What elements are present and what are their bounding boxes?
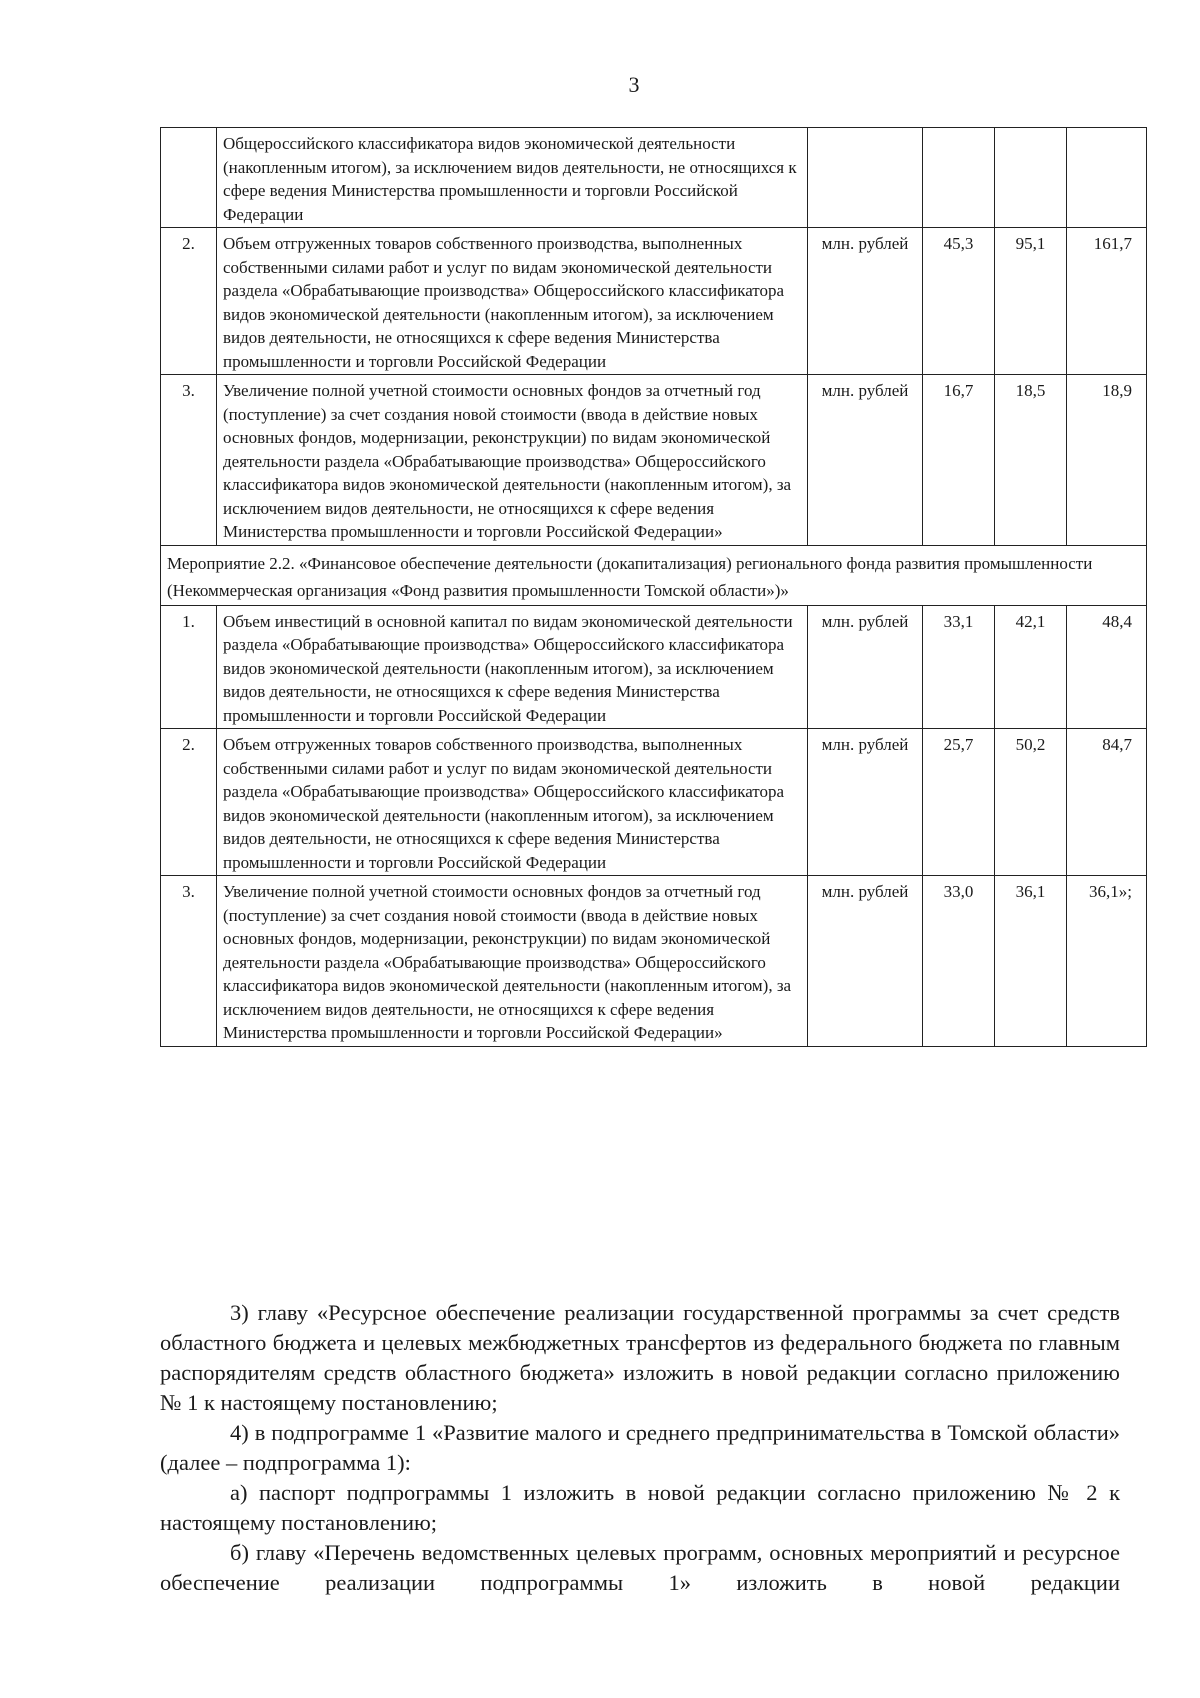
indicator-description: Увеличение полной учетной стоимости основных фондов за отчетный год (поступление) за счет создания новой стоимости (ввода в действие новых основных фондов, модернизации, реконструкции) по видам экономической деятельности раздела «Обрабатывающие производства» Общероссийского классификатора видов экономической деятельности (накопленным итогом), за исключением видов деятельности, не относящихся к сфере ведения Министерства промышленности и торговли Российской Федерации» [217, 375, 808, 546]
value-cell: 161,7 [1067, 228, 1147, 375]
indicator-table [160, 127, 1147, 1047]
value-cell: 18,9 [1067, 375, 1147, 546]
unit-cell: млн. рублей [808, 228, 923, 375]
value-cell: 16,7 [923, 375, 995, 546]
value-cell [923, 128, 995, 228]
paragraph: б) главу «Перечень ведомственных целевых программ, основных мероприятий и ресурсное обеспечение реализации подпрограммы 1» изложить в новой редакции [160, 1540, 1120, 1595]
value-cell: 95,1 [995, 228, 1067, 375]
body-text [160, 1298, 1120, 1598]
table-row [161, 128, 1147, 228]
value-cell: 48,4 [1067, 605, 1147, 729]
row-number: 2. [161, 729, 217, 876]
value-cell: 50,2 [995, 729, 1067, 876]
indicator-description: Увеличение полной учетной стоимости основных фондов за отчетный год (поступление) за счет создания новой стоимости (ввода в действие новых основных фондов, модернизации, реконструкции) по видам экономической деятельности раздела «Обрабатывающие производства» Общероссийского классификатора видов экономической деятельности (накопленным итогом), за исключением видов деятельности, не относящихся к сфере ведения Министерства промышленности и торговли Российской Федерации» [217, 876, 808, 1047]
table-row [161, 228, 1147, 375]
unit-cell: млн. рублей [808, 605, 923, 729]
section-title: Мероприятие 2.2. «Финансовое обеспечение деятельности (докапитализация) регионального фонда развития промышленности (Некоммерческая организация «Фонд развития промышленности Томской области»)» [161, 545, 1147, 605]
value-cell: 33,0 [923, 876, 995, 1047]
section-row [161, 545, 1147, 605]
row-number: 3. [161, 876, 217, 1047]
table-row [161, 605, 1147, 729]
page-number: 3 [628, 72, 640, 97]
row-number: 1. [161, 605, 217, 729]
unit-cell: млн. рублей [808, 729, 923, 876]
unit-cell: млн. рублей [808, 375, 923, 546]
value-cell: 25,7 [923, 729, 995, 876]
indicator-description: Объем отгруженных товаров собственного производства, выполненных собственными силами работ и услуг по видам экономической деятельности раздела «Обрабатывающие производства» Общероссийского классификатора видов экономической деятельности (накопленным итогом), за исключением видов деятельности, не относящихся к сфере ведения Министерства промышленности и торговли Российской Федерации [217, 228, 808, 375]
table-row [161, 375, 1147, 546]
paragraph: а) паспорт подпрограммы 1 изложить в новой редакции согласно приложению № 2 к настоящему постановлению; [160, 1480, 1120, 1535]
value-cell [995, 128, 1067, 228]
value-cell: 84,7 [1067, 729, 1147, 876]
table-row [161, 876, 1147, 1047]
value-cell: 45,3 [923, 228, 995, 375]
indicator-description: Объем отгруженных товаров собственного производства, выполненных собственными силами работ и услуг по видам экономической деятельности раздела «Обрабатывающие производства» Общероссийского классификатора видов экономической деятельности (накопленным итогом), за исключением видов деятельности, не относящихся к сфере ведения Министерства промышленности и торговли Российской Федерации [217, 729, 808, 876]
value-cell: 36,1»; [1067, 876, 1147, 1047]
row-number [161, 128, 217, 228]
unit-cell: млн. рублей [808, 876, 923, 1047]
indicator-description: Общероссийского классификатора видов экономической деятельности (накопленным итогом), за исключением видов деятельности, не относящихся к сфере ведения Министерства промышленности и торговли Российской Федерации [217, 128, 808, 228]
value-cell: 36,1 [995, 876, 1067, 1047]
paragraph: 3) главу «Ресурсное обеспечение реализации государственной программы за счет средств областного бюджета и целевых межбюджетных трансфертов из федерального бюджета по главным распорядителям средств областного бюджета» изложить в новой редакции согласно приложению № 1 к настоящему постановлению; [160, 1300, 1120, 1415]
paragraph: 4) в подпрограмме 1 «Развитие малого и среднего предпринимательства в Томской области» (далее – подпрограмма 1): [160, 1420, 1120, 1475]
row-number: 2. [161, 228, 217, 375]
value-cell: 18,5 [995, 375, 1067, 546]
value-cell: 33,1 [923, 605, 995, 729]
row-number: 3. [161, 375, 217, 546]
value-cell [1067, 128, 1147, 228]
table-row [161, 729, 1147, 876]
value-cell: 42,1 [995, 605, 1067, 729]
indicator-description: Объем инвестиций в основной капитал по видам экономической деятельности раздела «Обрабатывающие производства» Общероссийского классификатора видов экономической деятельности (накопленным итогом), за исключением видов деятельности, не относящихся к сфере ведения Министерства промышленности и торговли Российской Федерации [217, 605, 808, 729]
unit-cell [808, 128, 923, 228]
